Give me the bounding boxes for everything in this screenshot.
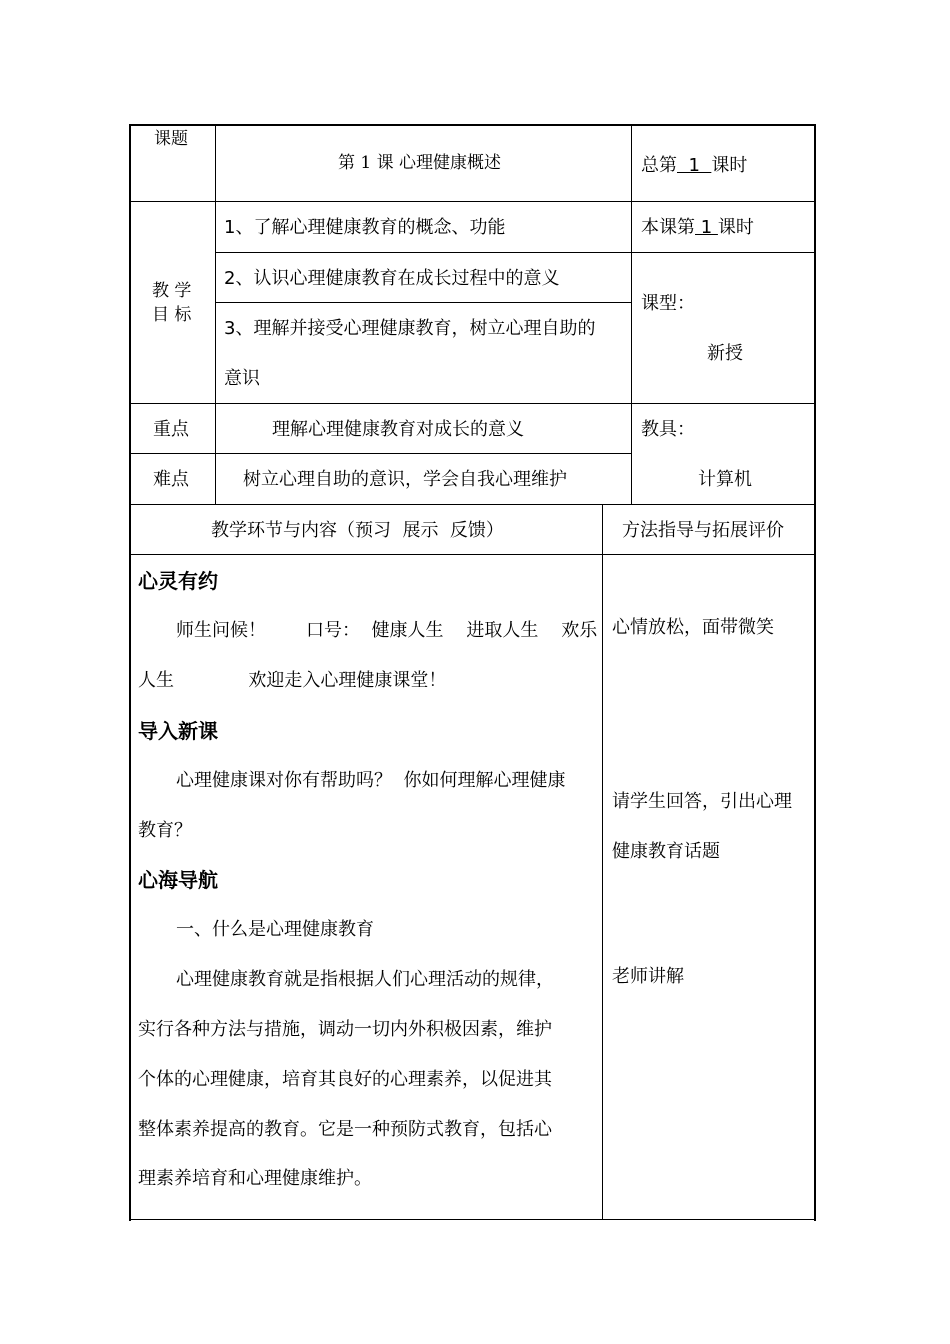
type-value: 新授 — [707, 343, 743, 364]
note-2-line-2: 健康教育话题 — [612, 841, 720, 862]
total-suffix: 课时 — [711, 155, 748, 176]
section-1-line-2: 人生 欢迎走入心理健康课堂！ — [138, 670, 447, 691]
section-2-line-1: 心理健康课对你有帮助吗？ 你如何理解心理健康 — [176, 770, 566, 791]
grid-h-goal1 — [215, 252, 816, 253]
lesson-title: 第 1 课 心理健康概述 — [338, 153, 502, 173]
goals-label-1: 教 学 — [152, 281, 192, 301]
grid-h-key — [129, 453, 632, 454]
grid-h-1 — [129, 201, 816, 202]
table-border-left — [129, 124, 131, 1221]
goal-1: 1、了解心理健康教育的概念、功能 — [224, 217, 506, 238]
type-label: 课型： — [641, 293, 695, 314]
tools-label: 教具： — [641, 419, 695, 440]
grid-h-2 — [129, 403, 816, 404]
total-prefix: 总第 — [641, 155, 677, 176]
tools-value: 计算机 — [698, 469, 752, 490]
section-3-line-4: 整体素养提高的教育。它是一种预防式教育，包括心 — [138, 1119, 552, 1140]
grid-h-4 — [129, 554, 816, 555]
goal-2: 2、认识心理健康教育在成长过程中的意义 — [224, 268, 560, 289]
grid-v-label — [215, 124, 216, 504]
this-num: 1 — [695, 217, 718, 238]
key-value: 理解心理健康教育对成长的意义 — [272, 419, 524, 440]
section-title-1: 心灵有约 — [138, 569, 218, 593]
section-title-3: 心海导航 — [138, 868, 218, 892]
diff-label: 难点 — [153, 469, 189, 490]
total-num: 1 — [677, 155, 712, 176]
goal-3: 3、理解并接受心理健康教育，树立心理自助的 — [224, 318, 596, 339]
this-prefix: 本课第 — [641, 217, 695, 238]
section-3-line-3: 个体的心理健康，培育其良好的心理素养，以促进其 — [138, 1069, 552, 1090]
goals-label-2: 目 标 — [152, 305, 192, 325]
table-border-right — [814, 124, 816, 1221]
this-suffix: 课时 — [717, 217, 754, 238]
note-1: 心情放松，面带微笑 — [612, 617, 774, 638]
section-2-line-2: 教育？ — [138, 820, 192, 841]
table-border-bottom — [129, 1219, 816, 1220]
column-right-header: 方法指导与拓展评价 — [622, 520, 784, 541]
column-left-header: 教学环节与内容（预习 展示 反馈） — [211, 520, 504, 541]
goal-3-cont: 意识 — [224, 368, 260, 389]
section-title-2: 导入新课 — [138, 719, 218, 743]
section-3-subtitle: 一、什么是心理健康教育 — [176, 919, 374, 940]
note-2-line-1: 请学生回答，引出心理 — [612, 791, 792, 812]
key-label: 重点 — [153, 419, 189, 440]
this-lesson — [641, 217, 754, 239]
total-lesson — [641, 155, 747, 177]
section-3-line-5: 理素养培育和心理健康维护。 — [138, 1168, 372, 1189]
grid-v-right — [631, 124, 632, 504]
grid-h-3 — [129, 504, 816, 505]
section-3-line-1: 心理健康教育就是指根据人们心理活动的规律， — [176, 969, 554, 990]
section-1-line-1: 师生问候！ 口号： 健康人生 进取人生 欢乐 — [176, 620, 598, 641]
section-3-line-2: 实行各种方法与措施，调动一切内外积极因素，维护 — [138, 1019, 552, 1040]
note-3: 老师讲解 — [612, 966, 684, 987]
topic-label: 课题 — [154, 129, 188, 149]
diff-value: 树立心理自助的意识，学会自我心理维护 — [243, 469, 567, 490]
table-border-top — [129, 124, 816, 126]
grid-h-goal2 — [215, 302, 632, 303]
grid-v-body — [602, 504, 603, 1220]
